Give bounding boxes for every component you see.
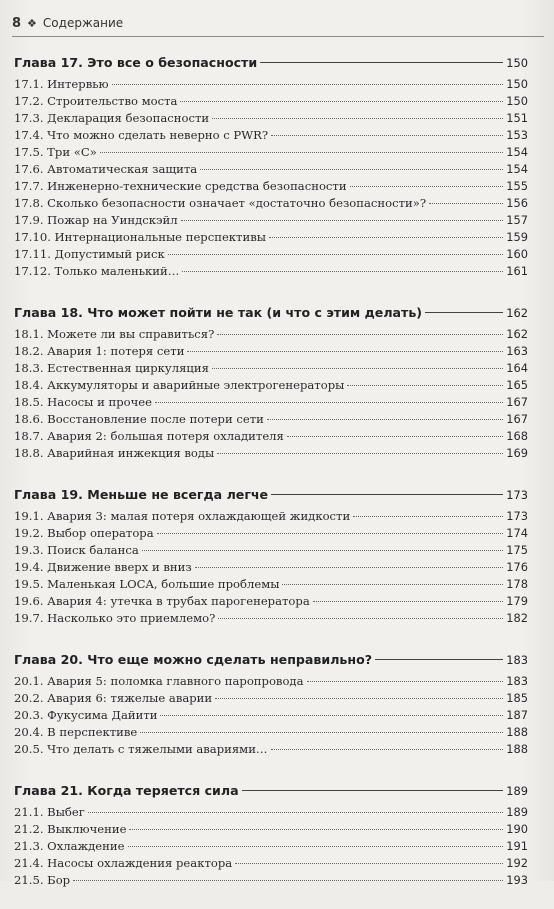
dot-leader [200,169,503,170]
toc-entry-page: 154 [506,145,528,159]
chapter-heading [14,778,528,804]
toc-entry-title: 18.6. Восстановление после потери сети [14,412,264,426]
chapter-heading-page: 189 [506,784,528,798]
dot-leader [100,152,503,153]
toc-entry-title: 20.2. Авария 6: тяжелые аварии [14,691,213,705]
chapter-heading-page: 173 [506,488,528,502]
toc-entry [14,821,528,838]
dot-leader [112,84,504,85]
toc-entry-page: 176 [506,560,528,574]
toc-entry-title: 17.9. Пожар на Уиндскэйл [14,213,178,227]
toc-entry-title: 18.7. Авария 2: большая потеря охладителя [14,429,284,443]
toc-entry-title: 21.4. Насосы охлаждения реактора [14,856,233,870]
toc-entry-page: 187 [506,708,528,722]
chapter-block [14,482,528,627]
toc-entry-page: 168 [506,429,528,443]
toc-entry [14,229,528,246]
chapter-heading-title: Глава 18. Что может пойти не так (и что с этим делать) [14,305,423,320]
toc-entry-title: 20.3. Фукусима Дайити [14,708,158,722]
chapter-heading-page: 162 [506,306,528,320]
toc-entry-title: 18.1. Можете ли вы справиться? [14,327,215,341]
dot-leader [181,220,504,221]
toc-entry-page: 174 [506,526,528,540]
toc-entry [14,673,528,690]
toc-entry-title: 17.1. Интервью [14,77,109,91]
toc-entry-page: 175 [506,543,528,557]
toc-entry-page: 179 [506,594,528,608]
toc-entry [14,855,528,872]
toc-entry-page: 160 [506,247,528,261]
chapter-block [14,647,528,758]
toc-entry [14,246,528,263]
toc-entry-title: 18.5. Насосы и прочее [14,395,153,409]
toc-entry [14,360,528,377]
toc-entry-page: 167 [506,395,528,409]
toc-entry-title: 17.4. Что можно сделать неверно с PWR? [14,128,269,142]
running-head [12,12,542,34]
dot-leader [271,494,503,495]
toc-entry [14,741,528,758]
toc-entry-page: 157 [506,213,528,227]
dot-leader [271,135,503,136]
toc-entry-page: 162 [506,327,528,341]
chapter-heading-title: Глава 19. Меньше не всегда легче [14,487,269,502]
toc-entry-page: 164 [506,361,528,375]
toc-entry-title: 19.4. Движение вверх и вниз [14,560,192,574]
header-rule [12,36,544,37]
toc-entry-page: 183 [506,674,528,688]
toc-entry [14,161,528,178]
dot-leader [217,453,503,454]
dot-leader [267,419,503,420]
toc-entry-page: 169 [506,446,528,460]
dot-leader [180,101,503,102]
toc-entry-page: 156 [506,196,528,210]
dot-leader [182,271,503,272]
toc-entry [14,542,528,559]
toc-entry-title: 19.7. Насколько это приемлемо? [14,611,216,625]
toc-entry [14,838,528,855]
toc-entry [14,110,528,127]
toc-entry [14,428,528,445]
dot-leader [425,312,503,313]
toc-entry [14,195,528,212]
dot-leader [242,790,504,791]
toc-entry-title: 17.12. Только маленький… [14,264,180,278]
chapter-heading [14,647,528,673]
toc-entry [14,576,528,593]
toc-entry-title: 21.5. Бор [14,873,71,887]
toc-entry [14,326,528,343]
toc-entry-title: 20.5. Что делать с тяжелыми авариями… [14,742,268,756]
toc-entry-page: 190 [506,822,528,836]
dot-leader [155,402,503,403]
dot-leader [353,516,503,517]
dot-leader [269,237,503,238]
dot-leader [215,698,503,699]
toc-entry-page: 154 [506,162,528,176]
toc-entry [14,525,528,542]
dot-leader [128,846,504,847]
toc-entry [14,445,528,462]
toc-entry-title: 18.2. Авария 1: потеря сети [14,344,185,358]
dot-leader [195,567,504,568]
dot-leader [140,732,503,733]
chapter-heading-title: Глава 21. Когда теряется сила [14,783,239,798]
toc-entry-page: 167 [506,412,528,426]
toc-entry [14,93,528,110]
toc-entry-title: 17.2. Строительство моста [14,94,178,108]
toc-entry-page: 151 [506,111,528,125]
dot-leader [347,385,503,386]
toc-entry-page: 159 [506,230,528,244]
dot-leader [282,584,503,585]
dot-leader [235,863,503,864]
toc-entry [14,127,528,144]
toc-entry-page: 163 [506,344,528,358]
toc-entry-title: 19.2. Выбор оператора [14,526,154,540]
toc-entry [14,212,528,229]
toc-entry [14,76,528,93]
toc-entry-title: 19.3. Поиск баланса [14,543,139,557]
toc-entry-title: 19.5. Маленькая LOCA, большие проблемы [14,577,280,591]
toc-entry-page: 182 [506,611,528,625]
dot-leader [217,334,503,335]
dot-leader [212,368,503,369]
toc-entry-title: 19.1. Авария 3: малая потеря охлаждающей жидкости [14,509,351,523]
toc-entry-title: 17.10. Интернациональные перспективы [14,230,266,244]
toc-entry-page: 185 [506,691,528,705]
dot-leader [160,715,503,716]
toc-entry-page: 191 [506,839,528,853]
toc-entry [14,724,528,741]
chapter-block [14,778,528,889]
toc-entry [14,144,528,161]
toc-entry [14,804,528,821]
toc-entry-title: 17.3. Декларация безопасности [14,111,210,125]
toc-entry-title: 17.7. Инженерно-технические средства безопасности [14,179,347,193]
chapter-heading [14,482,528,508]
chapter-heading-page: 150 [506,56,528,70]
section-title: Содержание [42,16,124,30]
dot-leader [375,659,503,660]
toc-entry-page: 165 [506,378,528,392]
toc-entry [14,263,528,280]
toc-entry-title: 17.8. Сколько безопасности означает «достаточно безопасности»? [14,196,427,210]
dot-leader [313,601,504,602]
chapter-block [14,300,528,462]
toc-entry-page: 173 [506,509,528,523]
dot-leader [212,118,503,119]
toc-entry [14,508,528,525]
dot-leader [287,436,503,437]
chapter-heading-title: Глава 20. Что еще можно сделать неправильно? [14,652,373,667]
toc-entry-page: 193 [506,873,528,887]
toc-entry-page: 161 [506,264,528,278]
chapter-block [14,50,528,280]
toc-entry-title: 17.5. Три «С» [14,145,97,159]
chapter-heading [14,300,528,326]
toc-entry [14,394,528,411]
toc-entry-page: 153 [506,128,528,142]
toc-entry [14,707,528,724]
toc-entry-page: 188 [506,725,528,739]
dot-leader [260,62,503,63]
toc-entry-title: 17.6. Автоматическая защита [14,162,198,176]
toc-entry-title: 21.2. Выключение [14,822,127,836]
toc-entry [14,178,528,195]
toc-entry-title: 19.6. Авария 4: утечка в трубах парогенератора [14,594,310,608]
toc-entry-page: 150 [506,94,528,108]
toc-entry-title: 20.1. Авария 5: поломка главного паропровода [14,674,304,688]
toc-entry-title: 18.8. Аварийная инжекция воды [14,446,215,460]
toc-entry-title: 21.3. Охлаждение [14,839,125,853]
toc-entry-page: 192 [506,856,528,870]
toc-entry [14,593,528,610]
ornament-icon: ❖ [27,16,37,30]
dot-leader [129,829,503,830]
dot-leader [142,550,504,551]
toc-entry-page: 155 [506,179,528,193]
toc-entry [14,377,528,394]
toc-entry [14,411,528,428]
toc-entry-title: 18.4. Аккумуляторы и аварийные электрогенераторы [14,378,345,392]
toc-entry [14,690,528,707]
dot-leader [307,681,504,682]
toc-entry [14,343,528,360]
toc-entry-title: 18.3. Естественная циркуляция [14,361,209,375]
dot-leader [157,533,504,534]
chapter-heading-title: Глава 17. Это все о безопасности [14,55,258,70]
dot-leader [187,351,503,352]
dot-leader [429,203,503,204]
chapter-heading-page: 183 [506,653,528,667]
toc-entry [14,559,528,576]
toc-entry-page: 150 [506,77,528,91]
page-number: 8 [12,15,22,31]
toc-entry-title: 21.1. Выбег [14,805,85,819]
table-of-contents [14,50,528,909]
dot-leader [218,618,503,619]
toc-entry-page: 178 [506,577,528,591]
toc-entry-page: 189 [506,805,528,819]
dot-leader [88,812,503,813]
chapter-heading [14,50,528,76]
dot-leader [168,254,504,255]
toc-entry [14,610,528,627]
toc-entry-title: 17.11. Допустимый риск [14,247,165,261]
dot-leader [350,186,504,187]
toc-entry-title: 20.4. В перспективе [14,725,138,739]
toc-entry-page: 188 [506,742,528,756]
dot-leader [271,749,504,750]
